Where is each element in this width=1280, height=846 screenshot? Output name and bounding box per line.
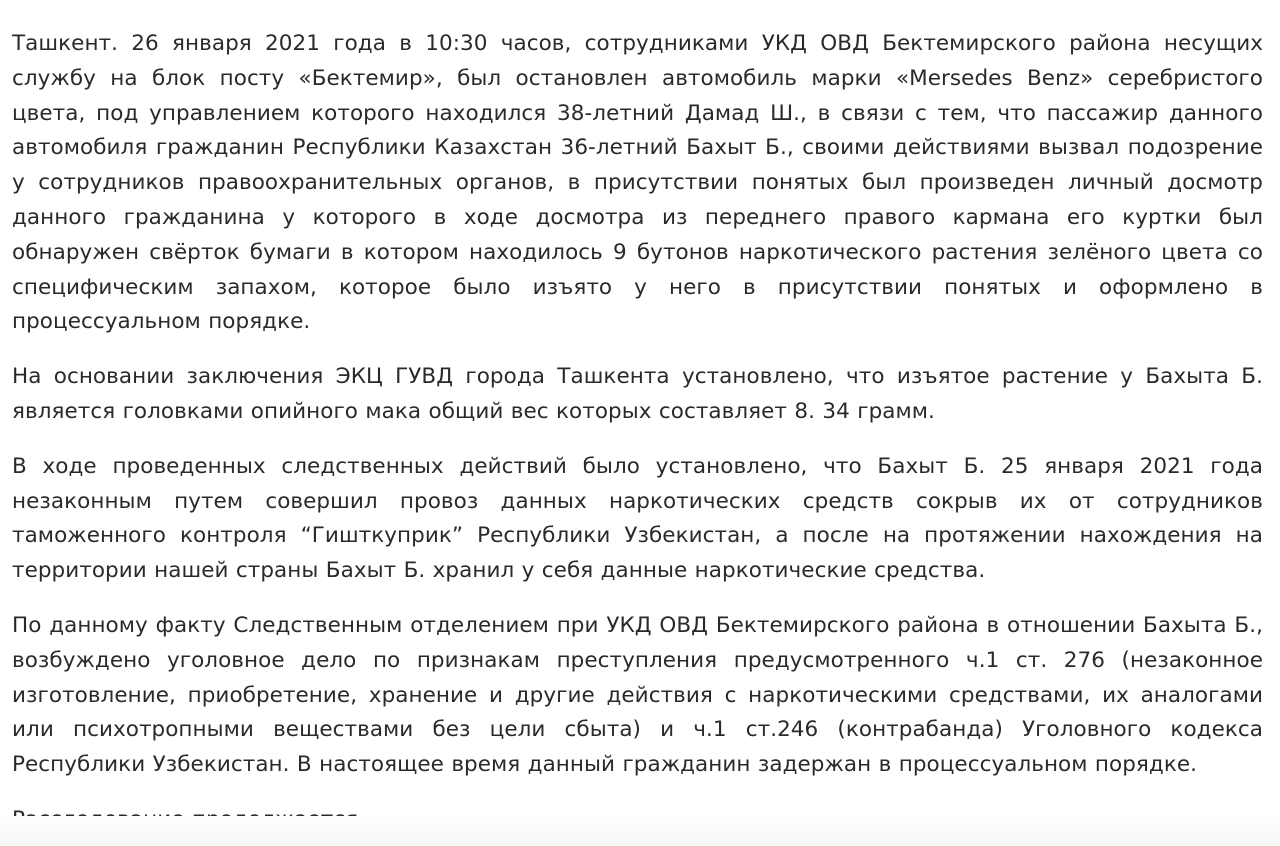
bottom-fade: [0, 816, 1280, 846]
paragraph-criminal-case: По данному факту Следственным отделением при УКД ОВД Бектемирского района в отношении Бахыта Б., возбуждено уголовное дело по признакам преступления предусмотренного ч.1 ст. 276 (незаконное изготовление, приобретение, хранение и другие действия с наркотическими средствами, их аналогами или психотропными веществами без цели сбыта) и ч.1 ст.246 (контрабанда) Уголовного кодекса Республики Узбекистан. В настоящее время данный гражданин задержан в процессуальном порядке.: [12, 612, 1263, 778]
paragraph-expertise: На основании заключения ЭКЦ ГУВД города Ташкента установлено, что изъятое растение у Бахыта Б. является головками опийного мака общий вес которых составляет 8. 34 грамм.: [12, 364, 1263, 424]
paragraph-investigation: В ходе проведенных следственных действий было установлено, что Бахыт Б. 25 января 2021 года незаконным путем совершил провоз данных наркотических средств сокрыв их от сотрудников таможенного контроля “Гишткуприк” Республики Узбекистан, а после на протяжении нахождения на территории нашей страны Бахыт Б. хранил у себя данные наркотические средства.: [12, 453, 1263, 584]
document-body: [12, 27, 1263, 838]
paragraph-incident: Ташкент. 26 января 2021 года в 10:30 часов, сотрудниками УКД ОВД Бектемирского района несущих службу на блок посту «Бектемир», был остановлен автомобиль марки «Mersedes Benz» серебристого цвета, под управлением которого находился 38-летний Дамад Ш., в связи с тем, что пассажир данного автомобиля гражданин Республики Казахстан 36-летний Бахыт Б., своими действиями вызвал подозрение у сотрудников правоохранительных органов, в присутствии понятых был произведен личный досмотр данного гражданина у которого в ходе досмотра из переднего правого кармана его куртки был обнаружен свёрток бумаги в котором находилось 9 бутонов наркотического растения зелёного цвета со специфическим запахом, которое было изъято у него в присутствии понятых и оформлено в процессуальном порядке.: [12, 31, 1263, 335]
